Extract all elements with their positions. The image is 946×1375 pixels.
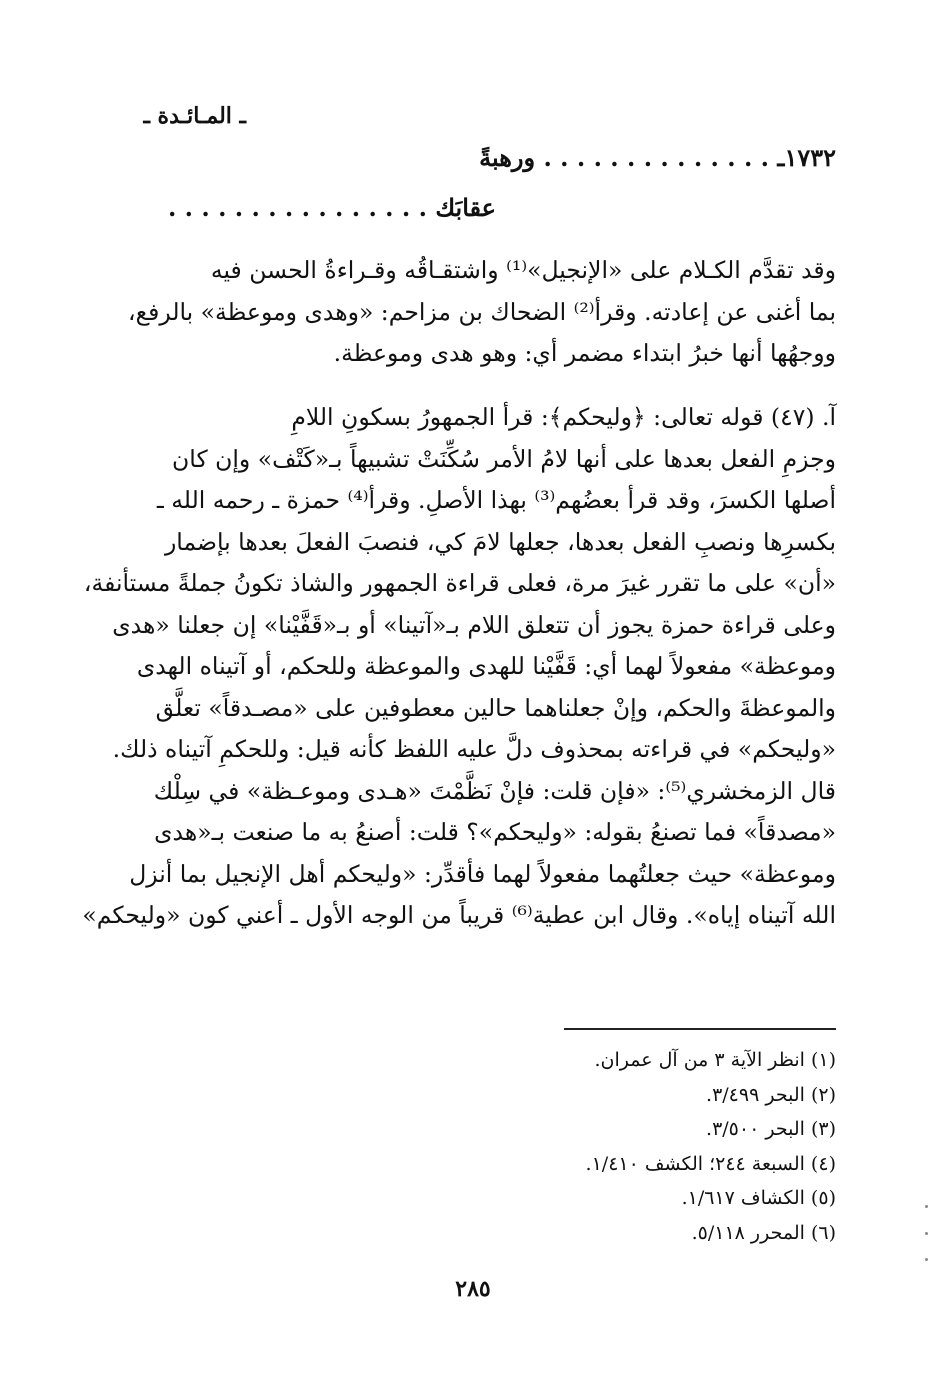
footnote-item: (٤) السبعة ٢٤٤؛ الكشف ١/٤١٠. — [585, 1152, 836, 1175]
text-line: وموعظة» مفعولاً لهما أي: قَفَّيْنا للهدى والموعظة وللحكم، أو آتيناه الهدى — [136, 652, 836, 680]
text-line: «أن» على ما تقرر غيرَ مرة، فعلى قراءة الجمهور والشاذ تكونُ جملةً مستأنفة، — [83, 569, 836, 597]
verse-entry-line-1: ١٧٣٢ـ . . . . . . . . . . . . . . ورهبةً — [479, 143, 836, 172]
scan-speck — [925, 1232, 928, 1235]
text-line: آ. (٤٧) قوله تعالى: ﴿وليحكم﴾: قرأ الجمهورُ بسكونِ اللامِ — [291, 403, 836, 431]
text-line: «وليحكم» في قراءته بمحذوف دلَّ عليه اللفظ كأنه قيل: وللحكمِ آتيناه ذلك. — [112, 735, 836, 763]
running-header: ـ المـائـدة ـ — [143, 103, 246, 129]
text-line: وعلى قراءة حمزة يجوز أن تتعلق اللام بـ«آتينا» أو بـ«قَفَّيْنا» إن جعلنا «هدى — [112, 610, 836, 639]
footnote-item: (١) انظر الآية ٣ من آل عمران. — [594, 1049, 836, 1071]
footnotes — [396, 1043, 836, 1250]
page-number: ٢٨٥ — [455, 1276, 491, 1302]
paragraph-2 — [82, 397, 836, 937]
scan-speck — [925, 1205, 928, 1208]
text-line: ووجهُها أنها خبرُ ابتداء مضمر أي: وهو هدى وموعظة. — [333, 339, 836, 367]
text-line: وموعظة» حيث جعلتُهما مفعولاً لهما فأقدِّر: «وليحكم أهل الإنجيل بما أنزل — [129, 859, 836, 888]
footnote-item: (٢) البحر ٣/٤٩٩. — [706, 1083, 836, 1106]
text-line: أصلها الكسرَ، وقد قرأ بعضُهم⁽³⁾ بهذا الأصلِ. وقرأ⁽⁴⁾ حمزة ـ رحمه الله ـ — [156, 486, 836, 514]
footnote-item: (٦) المحرر ٥/١١٨. — [691, 1221, 836, 1244]
text-line: بما أغنى عن إعادته. وقرأ⁽²⁾ الضحاك بن مزاحم: «وهدى وموعظة» بالرفع، — [128, 297, 836, 326]
verse-entry-line-2: عقابَك . . . . . . . . . . . . . . . . — [167, 193, 496, 222]
text-line: والموعظةَ والحكم، وإنْ جعلناهما حالين معطوفين على «مصـدقاً» تعلَّق — [155, 693, 836, 722]
footnote-item: (٣) البحر ٣/٥٠٠. — [706, 1118, 836, 1140]
footnote-divider — [564, 1028, 836, 1030]
footnote-item: (٥) الكشاف ١/٦١٧. — [681, 1187, 836, 1209]
scan-speck — [925, 1258, 928, 1261]
text-line: وجزمِ الفعل بعدها على أنها لامُ الأمر سُكِّنَتْ تشبيهاً بـ«كَتْف» وإن كان — [172, 444, 836, 473]
text-line: الله آتيناه إياه». وقال ابن عطية⁽⁶⁾ قريباً من الوجه الأول ـ أعني كون «وليحكم» — [82, 901, 836, 929]
paragraph-1 — [128, 250, 836, 375]
text-line: قال الزمخشري⁽⁵⁾: «فإن قلت: فإنْ نَظَّمْتَ «هـدى وموعـظة» في سِلْك — [153, 776, 836, 805]
text-line: بكسرِها ونصبِ الفعل بعدها، جعلها لامَ كي، فنصبَ الفعلَ بعدها بإضمار — [164, 527, 836, 556]
text-line: «مصدقاً» فما تصنعُ بقوله: «وليحكم»؟ قلت: أصنعُ به ما صنعت بـ«هدى — [154, 818, 836, 846]
text-line: وقد تقدَّم الكـلام على «الإنجيل»⁽¹⁾ واشتقـاقُه وقـراءةُ الحسن فيه — [210, 256, 836, 284]
